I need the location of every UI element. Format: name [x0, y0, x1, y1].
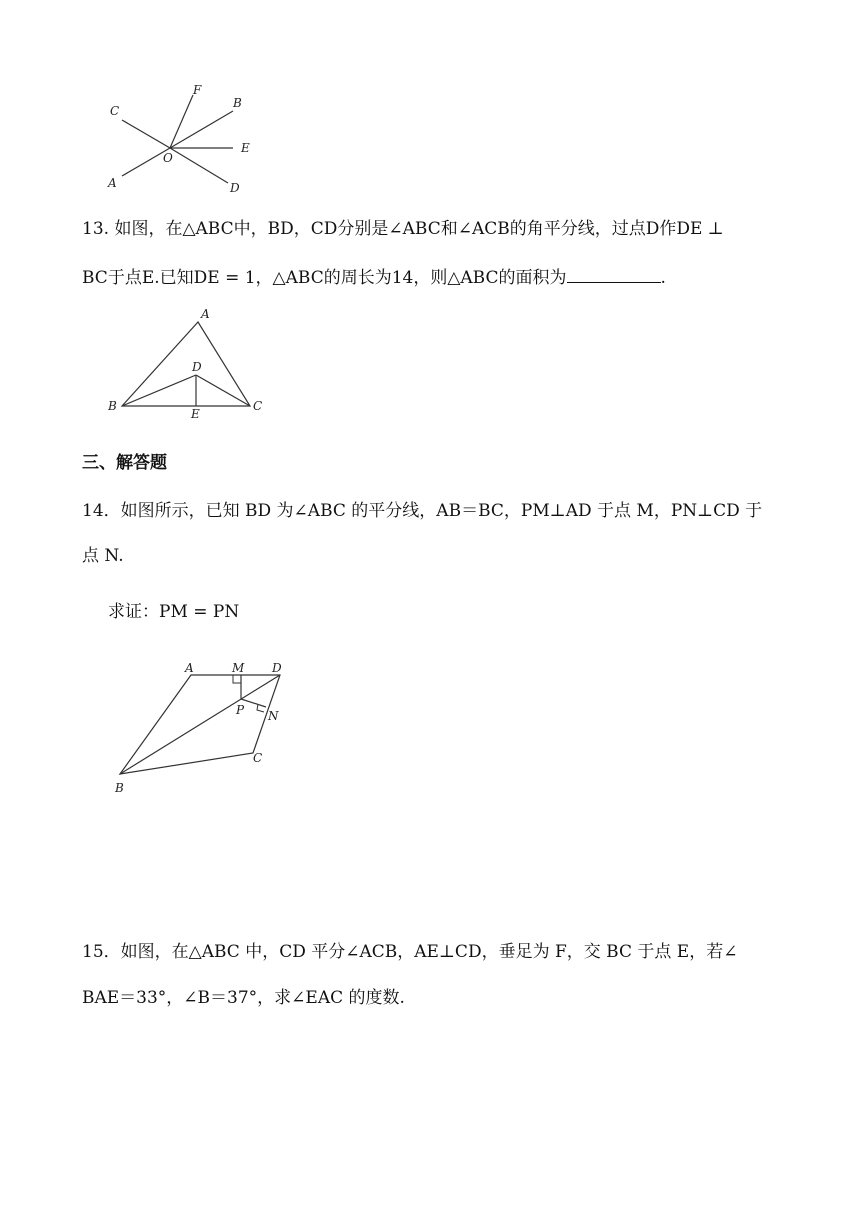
- ray-ob: [170, 111, 233, 148]
- q13-line1: 13. 如图，在△ABC中，BD，CD分别是∠ABC和∠ACB的角平分线，过点D作DE ⊥: [82, 219, 724, 239]
- segment-bd: [122, 375, 196, 406]
- q13-line2-text: BC于点E.已知DE = 1，△ABC的周长为14，则△ABC的面积为: [82, 268, 567, 288]
- label-c: C: [253, 399, 263, 413]
- label-c: C: [253, 751, 263, 765]
- label-a: A: [185, 661, 194, 675]
- triangle-abc: [122, 322, 250, 406]
- q14-prove: 求证：PM = PN: [108, 602, 240, 622]
- label-n: N: [268, 709, 279, 723]
- label-o: O: [163, 151, 173, 165]
- label-e: E: [191, 407, 200, 421]
- answer-blank[interactable]: [567, 268, 661, 283]
- label-m: M: [232, 661, 245, 675]
- figure-quadrilateral-abcd: [100, 655, 300, 800]
- label-d: D: [272, 661, 282, 675]
- ray-of: [170, 95, 193, 148]
- segment-pn: [241, 699, 266, 707]
- ray-od: [170, 148, 228, 183]
- label-d: D: [192, 360, 202, 374]
- label-c: C: [110, 104, 120, 118]
- q14-line2: 点 N.: [82, 546, 124, 566]
- q15-line1: 15．如图，在△ABC 中，CD 平分∠ACB，AE⊥CD，垂足为 F，交 BC 于点 E，若∠: [82, 942, 738, 962]
- label-b: B: [233, 96, 242, 110]
- q13-line2: [82, 268, 666, 287]
- ray-oc: [122, 120, 170, 148]
- figure-triangle-abc: [100, 300, 270, 425]
- label-a: A: [108, 176, 117, 190]
- q14-line1: 14．如图所示，已知 BD 为∠ABC 的平分线，AB＝BC，PM⊥AD 于点 M，PN⊥CD 于: [82, 501, 763, 521]
- section-heading: 三、解答题: [82, 453, 167, 473]
- label-a: A: [201, 307, 210, 321]
- label-p: P: [236, 703, 245, 717]
- q13-line2-end: .: [660, 268, 666, 288]
- figure-rays-from-o: [100, 78, 270, 198]
- q15-line2: BAE＝33°，∠B＝37°，求∠EAC 的度数.: [82, 988, 405, 1008]
- label-b: B: [108, 399, 117, 413]
- right-angle-mark-m: [233, 675, 241, 683]
- label-b: B: [115, 781, 124, 795]
- label-f: F: [193, 83, 202, 97]
- segment-cd: [196, 375, 250, 406]
- label-e: E: [241, 141, 250, 155]
- label-d: D: [230, 181, 240, 195]
